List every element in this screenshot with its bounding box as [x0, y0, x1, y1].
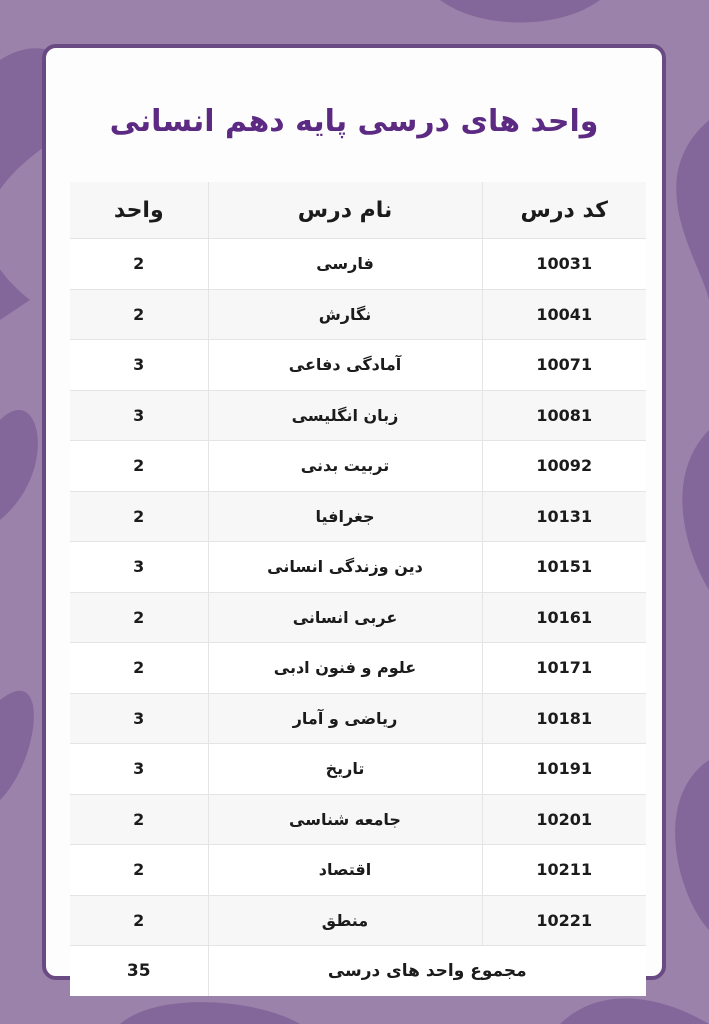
table-footer-row [70, 946, 646, 996]
table-header-row [70, 182, 646, 239]
course-code: 10151 [482, 542, 646, 593]
course-code: 10221 [482, 895, 646, 946]
course-units: 3 [70, 693, 208, 744]
course-units: 2 [70, 592, 208, 643]
course-name: نگارش [208, 289, 482, 340]
course-code: 10092 [482, 441, 646, 492]
course-name: اقتصاد [208, 845, 482, 896]
course-code: 10171 [482, 643, 646, 694]
course-code: 10031 [482, 239, 646, 290]
course-units: 2 [70, 239, 208, 290]
course-units: 3 [70, 542, 208, 593]
table-row [70, 895, 646, 946]
table-row [70, 340, 646, 391]
course-name: دین وزندگی انسانی [208, 542, 482, 593]
course-name: علوم و فنون ادبی [208, 643, 482, 694]
table-row [70, 390, 646, 441]
course-code: 10201 [482, 794, 646, 845]
course-units: 3 [70, 744, 208, 795]
table-row [70, 592, 646, 643]
course-units-table [70, 182, 646, 996]
course-name: جغرافیا [208, 491, 482, 542]
course-units: 2 [70, 794, 208, 845]
course-code: 10131 [482, 491, 646, 542]
course-name: تاریخ [208, 744, 482, 795]
course-name: زبان انگلیسی [208, 390, 482, 441]
table-row [70, 794, 646, 845]
course-units: 2 [70, 895, 208, 946]
table-row [70, 239, 646, 290]
total-units-label: مجموع واحد های درسی [208, 946, 646, 996]
course-name: فارسی [208, 239, 482, 290]
table-row [70, 491, 646, 542]
course-units: 2 [70, 643, 208, 694]
table-row [70, 744, 646, 795]
course-name: تربیت بدنی [208, 441, 482, 492]
course-units: 2 [70, 491, 208, 542]
course-units: 2 [70, 289, 208, 340]
table-row [70, 643, 646, 694]
header-course-name: نام درس [208, 182, 482, 239]
course-name: ریاضی و آمار [208, 693, 482, 744]
header-course-code: کد درس [482, 182, 646, 239]
course-name: آمادگی دفاعی [208, 340, 482, 391]
course-units: 3 [70, 340, 208, 391]
course-name: جامعه شناسی [208, 794, 482, 845]
course-units: 2 [70, 845, 208, 896]
course-name: عربی انسانی [208, 592, 482, 643]
total-units-value: 35 [70, 946, 208, 996]
course-code: 10071 [482, 340, 646, 391]
header-units: واحد [70, 182, 208, 239]
course-units: 2 [70, 441, 208, 492]
table-row [70, 845, 646, 896]
table-row [70, 542, 646, 593]
course-code: 10191 [482, 744, 646, 795]
content-card [42, 44, 666, 980]
table-row [70, 441, 646, 492]
table-row [70, 693, 646, 744]
course-units: 3 [70, 390, 208, 441]
course-code: 10081 [482, 390, 646, 441]
table-row [70, 289, 646, 340]
course-code: 10181 [482, 693, 646, 744]
course-code: 10041 [482, 289, 646, 340]
course-code: 10161 [482, 592, 646, 643]
page-title: واحد های درسی پایه دهم انسانی [109, 104, 599, 139]
course-name: منطق [208, 895, 482, 946]
course-code: 10211 [482, 845, 646, 896]
